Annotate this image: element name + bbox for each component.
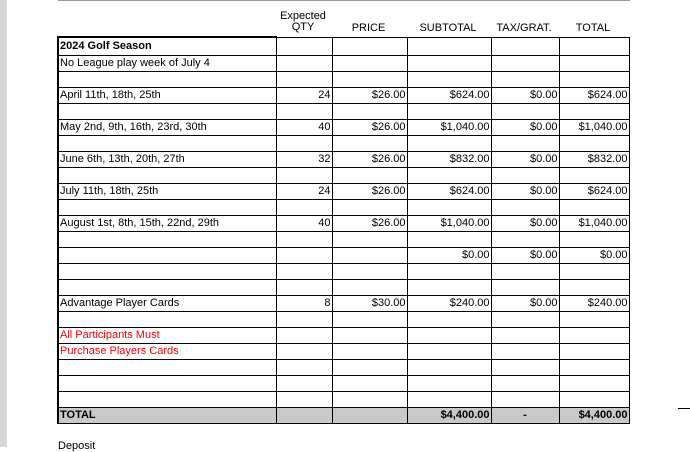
header-expected-qty xyxy=(275,11,331,33)
spacer-row xyxy=(58,359,629,375)
note-row xyxy=(58,55,629,71)
table-row xyxy=(58,215,629,231)
row-description: July 11th, 18th, 25th xyxy=(58,183,276,199)
spacer-row xyxy=(58,391,629,407)
total-label: TOTAL xyxy=(58,407,276,423)
row-qty: 24 xyxy=(276,183,332,199)
spacer-row xyxy=(58,135,629,151)
row-description: August 1st, 8th, 15th, 22nd, 29th xyxy=(58,215,276,231)
row-total: $1,040.00 xyxy=(559,119,629,135)
page-top-rule xyxy=(58,0,630,1)
row-description: May 2nd, 9th, 16th, 23rd, 30th xyxy=(58,119,276,135)
spacer-row xyxy=(58,375,629,391)
season-note: No League play week of July 4 xyxy=(58,55,276,71)
row-price: $26.00 xyxy=(332,87,407,103)
row-price: $30.00 xyxy=(332,295,407,311)
row-subtotal: $1,040.00 xyxy=(407,119,491,135)
row-tax: $0.00 xyxy=(491,119,559,135)
row-total: $240.00 xyxy=(559,295,629,311)
viewer-left-edge xyxy=(0,0,7,447)
table-row xyxy=(58,119,629,135)
total-tax: - xyxy=(491,407,559,423)
row-qty: 8 xyxy=(276,295,332,311)
row-subtotal: $832.00 xyxy=(407,151,491,167)
row-tax: $0.00 xyxy=(491,87,559,103)
spacer-row xyxy=(58,167,629,183)
row-subtotal: $0.00 xyxy=(407,247,491,263)
header-qty-text: Expected QTY xyxy=(280,10,326,33)
row-qty: 40 xyxy=(276,119,332,135)
header-tax-grat: TAX/GRAT. xyxy=(496,22,552,34)
row-price: $26.00 xyxy=(332,119,407,135)
spacer-row xyxy=(58,231,629,247)
row-price: $26.00 xyxy=(332,215,407,231)
row-total: $832.00 xyxy=(559,151,629,167)
row-tax: $0.00 xyxy=(491,295,559,311)
margin-tick-mark xyxy=(678,408,690,409)
row-subtotal: $240.00 xyxy=(407,295,491,311)
row-total: $0.00 xyxy=(559,247,629,263)
row-description: Advantage Player Cards xyxy=(58,295,276,311)
row-subtotal: $624.00 xyxy=(407,183,491,199)
table-row xyxy=(58,87,629,103)
row-price xyxy=(332,247,407,263)
grand-total: $4,400.00 xyxy=(559,407,629,423)
header-subtotal: SUBTOTAL xyxy=(419,22,477,34)
row-qty xyxy=(276,247,332,263)
spacer-row xyxy=(58,263,629,279)
deposit-heading: Deposit xyxy=(58,440,96,452)
season-pricing-table xyxy=(57,36,630,424)
title-row xyxy=(58,37,629,55)
notice-row xyxy=(58,327,629,343)
row-subtotal: $1,040.00 xyxy=(407,215,491,231)
row-price: $26.00 xyxy=(332,183,407,199)
season-title: 2024 Golf Season xyxy=(58,37,276,55)
players-card-notice-line2: Purchase Players Cards xyxy=(58,343,276,359)
row-tax: $0.00 xyxy=(491,215,559,231)
row-description: April 11th, 18th, 25th xyxy=(58,87,276,103)
row-total: $624.00 xyxy=(559,183,629,199)
spacer-row xyxy=(58,71,629,87)
row-description: June 6th, 13th, 20th, 27th xyxy=(58,151,276,167)
players-card-notice-line1: All Participants Must xyxy=(58,327,276,343)
row-price: $26.00 xyxy=(332,151,407,167)
table-row xyxy=(58,247,629,263)
spacer-row xyxy=(58,279,629,295)
row-description xyxy=(58,247,276,263)
spacer-row xyxy=(58,311,629,327)
header-price: PRICE xyxy=(351,22,386,34)
row-tax: $0.00 xyxy=(491,247,559,263)
table-row xyxy=(58,183,629,199)
notice-row xyxy=(58,343,629,359)
total-subtotal: $4,400.00 xyxy=(407,407,491,423)
row-qty: 24 xyxy=(276,87,332,103)
row-total: $1,040.00 xyxy=(559,215,629,231)
row-tax: $0.00 xyxy=(491,151,559,167)
grand-total-row xyxy=(58,407,629,423)
row-tax: $0.00 xyxy=(491,183,559,199)
table-row xyxy=(58,151,629,167)
spacer-row xyxy=(58,199,629,215)
row-qty: 40 xyxy=(276,215,332,231)
spacer-row xyxy=(58,103,629,119)
table-row xyxy=(58,295,629,311)
row-subtotal: $624.00 xyxy=(407,87,491,103)
row-qty: 32 xyxy=(276,151,332,167)
row-total: $624.00 xyxy=(559,87,629,103)
header-total: TOTAL xyxy=(575,22,611,34)
